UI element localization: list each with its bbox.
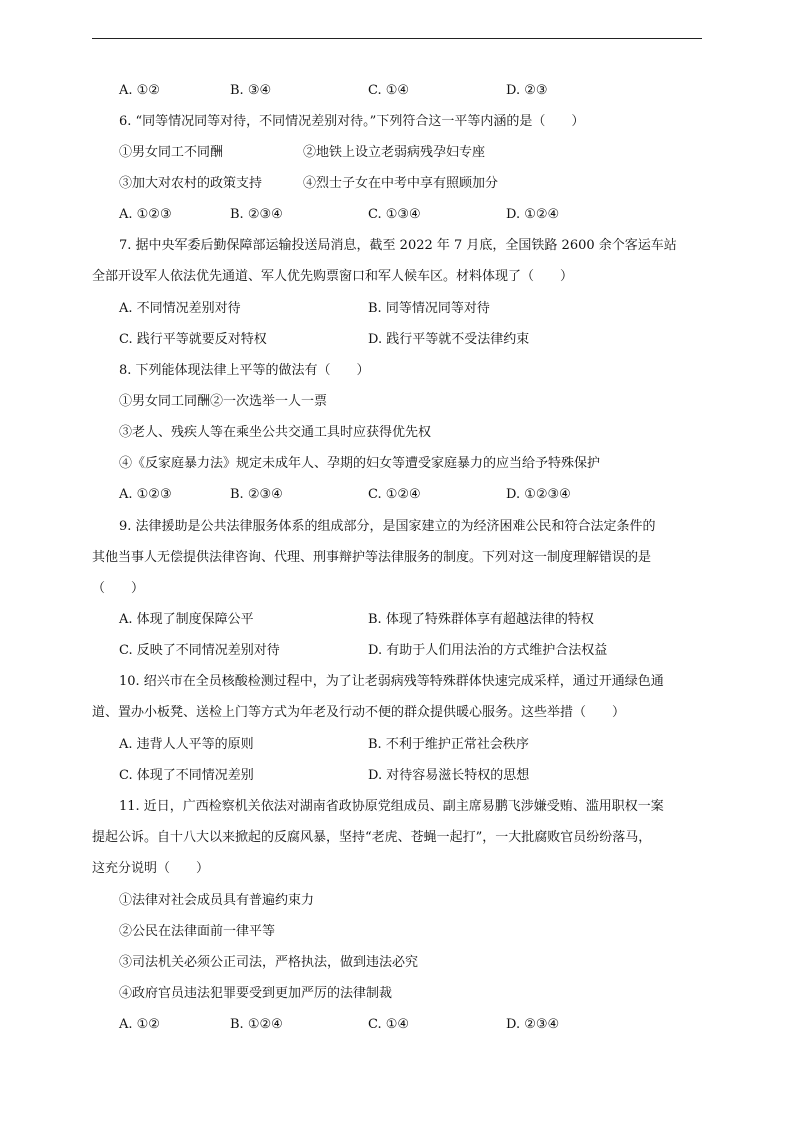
- q8-option-c: C. ①②④: [368, 487, 421, 502]
- q11-item-2: ②公民在法律面前一律平等: [119, 924, 276, 939]
- q6-item-3: ③加大对农村的政策支持: [119, 176, 263, 191]
- q8-stem: 8. 下列能体现法律上平等的做法有（ ）: [119, 363, 370, 378]
- q8-item-1: ①男女同工同酬②一次选举一人一票: [119, 394, 328, 409]
- q9-option-d: D. 有助于人们用法治的方式维护合法权益: [368, 643, 608, 658]
- q7-option-a: A. 不同情况差别对待: [119, 301, 241, 316]
- q11-option-b: B. ①②④: [230, 1017, 283, 1032]
- q9-stem-line-1: 9. 法律援助是公共法律服务体系的组成部分，是国家建立的为经济困难公民和符合法定条件的: [119, 519, 656, 534]
- q11-option-d: D. ②③④: [506, 1017, 560, 1032]
- q11-option-a: A. ①②: [119, 1017, 160, 1032]
- header-rule: [92, 38, 702, 39]
- q6-item-2: ②地铁上设立老弱病残孕妇专座: [303, 145, 486, 160]
- q8-option-a: A. ①②③: [119, 487, 172, 502]
- q9-stem-line-2: 其他当事人无偿提供法律咨询、代理、刑事辩护等法律服务的制度。下列对这一制度理解错误的是: [92, 550, 652, 565]
- q10-option-c: C. 体现了不同情况差别: [119, 768, 254, 783]
- q6-stem: 6. “同等情况同等对待，不同情况差别对待。”下列符合这一平等内涵的是（ ）: [119, 114, 585, 129]
- q6-item-1: ①男女同工不同酬: [119, 145, 224, 160]
- q10-stem-line-1: 10. 绍兴市在全员核酸检测过程中，为了让老弱病残等特殊群体快速完成采样，通过开通绿色通: [119, 674, 664, 689]
- q6-option-a: A. ①②③: [119, 207, 172, 222]
- q9-stem-line-3: （ ）: [92, 581, 145, 596]
- q6-item-4: ④烈士子女在中考中享有照顾加分: [303, 176, 499, 191]
- q10-option-a: A. 违背人人平等的原则: [119, 737, 254, 752]
- q5-option-c: C. ①④: [368, 83, 410, 98]
- q10-option-b: B. 不利于维护正常社会秩序: [368, 737, 529, 752]
- q8-option-d: D. ①②③④: [506, 487, 571, 502]
- q11-item-4: ④政府官员违法犯罪要受到更加严厉的法律制裁: [119, 986, 393, 1001]
- q5-option-b: B. ③④: [230, 83, 272, 98]
- q7-stem-line-1: 7. 据中央军委后勤保障部运输投送局消息，截至 2022 年 7 月底，全国铁路 2600 余个客运车站: [119, 238, 677, 253]
- q8-option-b: B. ②③④: [230, 487, 283, 502]
- q9-option-c: C. 反映了不同情况差别对待: [119, 643, 280, 658]
- q5-option-a: A. ①②: [119, 83, 160, 98]
- q10-stem-line-2: 道、置办小板凳、送检上门等方式为年老及行动不便的群众提供暖心服务。这些举措（ ）: [92, 705, 626, 720]
- q11-stem-line-3: 这充分说明（ ）: [92, 861, 210, 876]
- q11-item-3: ③司法机关必须公正司法，严格执法，做到违法必究: [119, 955, 419, 970]
- q11-option-c: C. ①④: [368, 1017, 410, 1032]
- q5-option-d: D. ②③: [506, 83, 548, 98]
- q7-option-d: D. 践行平等就不受法律约束: [368, 332, 530, 347]
- q11-item-1: ①法律对社会成员具有普遍约束力: [119, 893, 315, 908]
- q8-item-2: ③老人、残疾人等在乘坐公共交通工具时应获得优先权: [119, 425, 432, 440]
- q7-stem-line-2: 全部开设军人依法优先通道、军人优先购票窗口和军人候车区。材料体现了（ ）: [92, 269, 574, 284]
- q6-option-d: D. ①②④: [506, 207, 560, 222]
- q9-option-b: B. 体现了特殊群体享有超越法律的特权: [368, 612, 594, 627]
- q11-stem-line-2: 提起公诉。自十八大以来掀起的反腐风暴，坚持“老虎、苍蝇一起打”，一大批腐败官员纷纷落马，: [92, 830, 652, 845]
- q6-option-c: C. ①③④: [368, 207, 421, 222]
- q9-option-a: A. 体现了制度保障公平: [119, 612, 254, 627]
- q6-option-b: B. ②③④: [230, 207, 283, 222]
- q10-option-d: D. 对待容易滋长特权的思想: [368, 768, 530, 783]
- q7-option-b: B. 同等情况同等对待: [368, 301, 490, 316]
- q11-stem-line-1: 11. 近日，广西检察机关依法对湖南省政协原党组成员、副主席易鹏飞涉嫌受贿、滥用职权一案: [119, 799, 664, 814]
- q8-item-3: ④《反家庭暴力法》规定未成年人、孕期的妇女等遭受家庭暴力的应当给予特殊保护: [119, 456, 601, 471]
- q7-option-c: C. 践行平等就要反对特权: [119, 332, 267, 347]
